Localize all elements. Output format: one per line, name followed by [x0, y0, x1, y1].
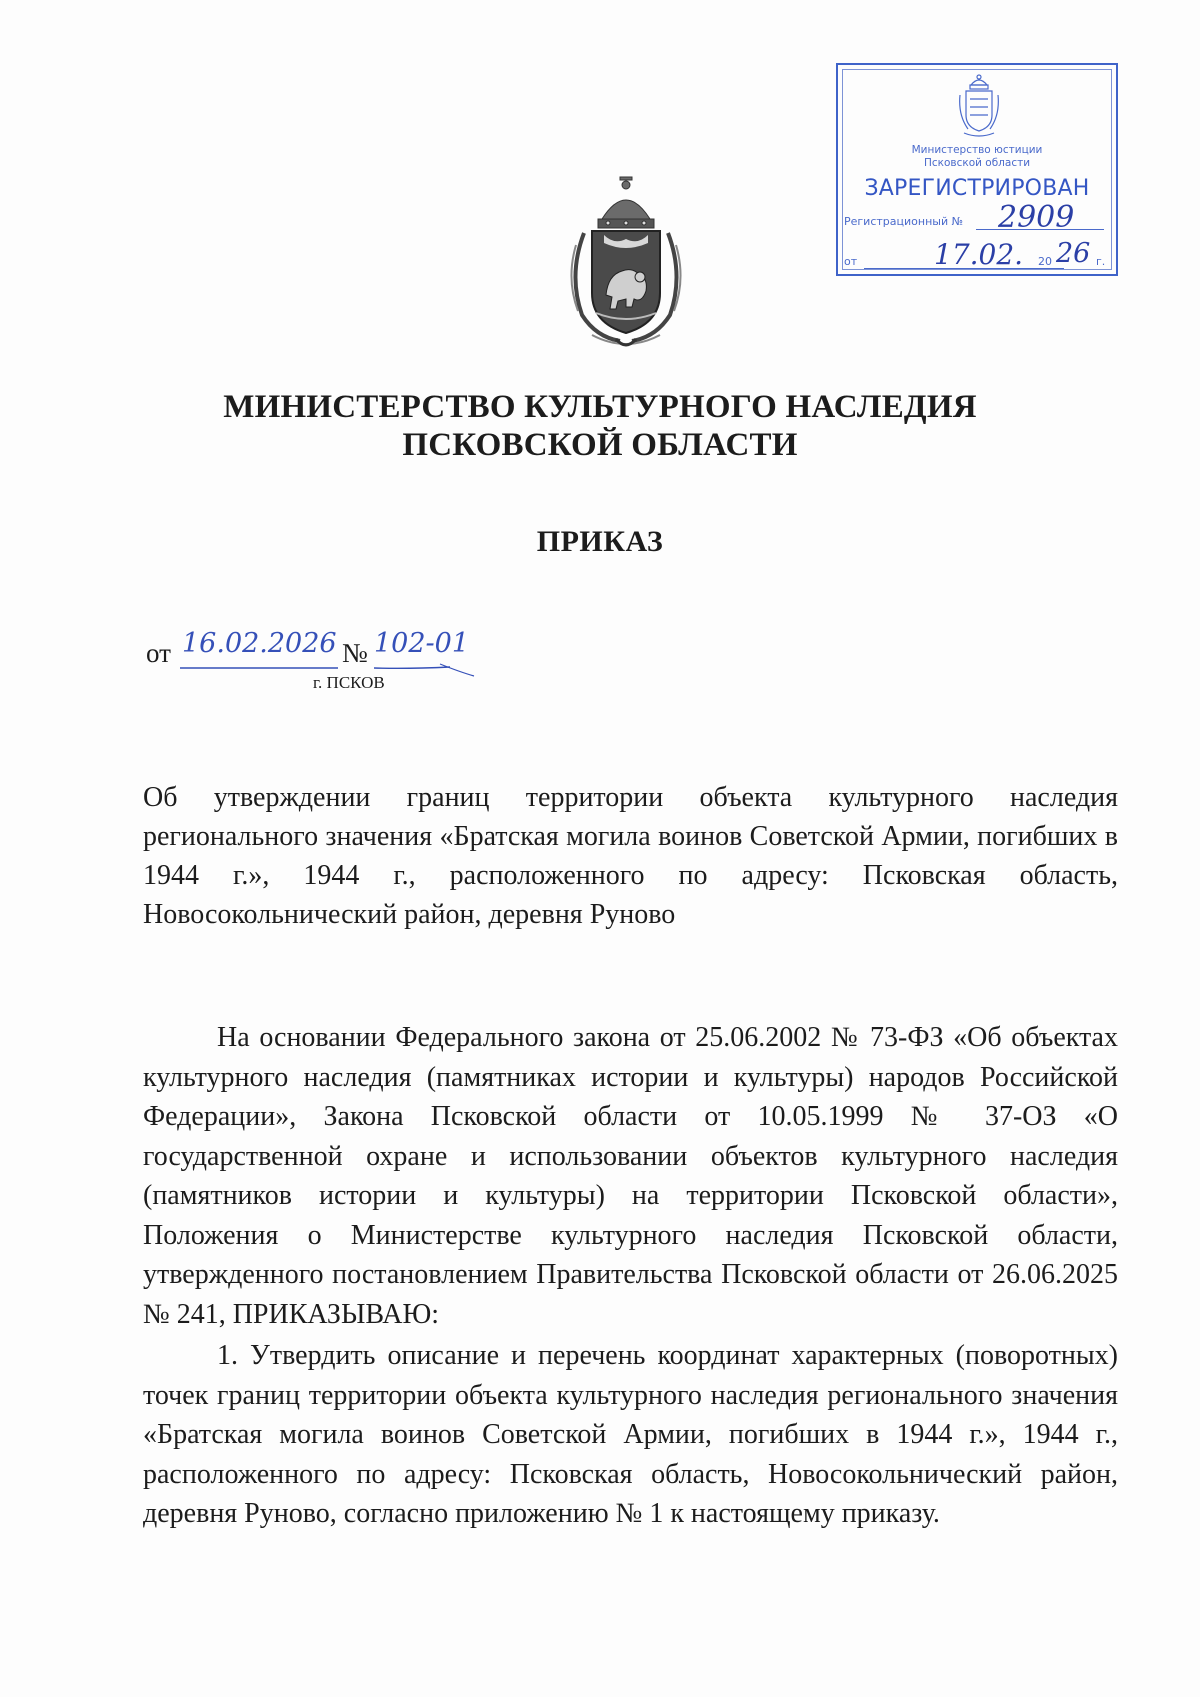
stamp-emblem-icon: [956, 71, 1002, 141]
pskov-coat-of-arms-icon: [562, 175, 690, 353]
document-type: ПРИКАЗ: [536, 525, 664, 558]
registration-stamp: [836, 63, 1118, 276]
stamp-year-prefix: 20: [1038, 255, 1052, 268]
order-item-1: 1. Утвердить описание и перечень координат характерных (поворотных) точек границ территории объекта культурного наследия регионального значения «Братская могила воинов Советской Армии, погибших в 1944 г.», 1944 г., расположенного по адресу: Псковская область, Новосокольнический район, деревня Руново, согласно приложению № 1 к настоящему приказу.: [143, 1340, 1118, 1529]
order-date-value: 16.02.2026: [182, 628, 337, 659]
order-subject: Об утверждении границ территории объекта культурного наследия регионального значения «Братская могила воинов Советской Армии, погибших в 1944 г.», 1944 г., расположенного по адресу: Псковская область, Новосокольнический район, деревня Руново: [143, 782, 1118, 930]
city-label: г. ПСКОВ: [313, 673, 385, 692]
stamp-date-prefix: от: [844, 255, 858, 268]
stamp-year-suffix: г.: [1096, 255, 1106, 268]
order-number-prefix: №: [342, 638, 368, 668]
order-preamble: На основании Федерального закона от 25.06.2002 № 73-ФЗ «Об объектах культурного наследия (памятниках истории и культуры) народов Российской Федерации», Закона Псковской области от 10.05.1999 № 37-ОЗ «О государственной охране и использовании объектов культурного наследия (памятников истории и культуры) на территории Псковской области», Положения о Министерстве культурного наследия Псковской области, утвержденного постановлением Правительства Псковской области от 26.06.2025 № 241, ПРИКАЗЫВАЮ:: [143, 1022, 1118, 1330]
stamp-year-value: 26: [1056, 238, 1091, 269]
stamp-ministry-line2: Псковской области: [923, 157, 1031, 169]
order-date-prefix: от: [146, 638, 171, 668]
stamp-status: ЗАРЕГИСТРИРОВАН: [864, 176, 1090, 201]
stamp-reg-number: 2909: [998, 200, 1075, 235]
ministry-title-line1: МИНИСТЕРСТВО КУЛЬТУРНОГО НАСЛЕДИЯ: [223, 389, 977, 425]
stamp-ministry-line1: Министерство юстиции: [911, 144, 1043, 156]
ministry-title-line2: ПСКОВСКОЙ ОБЛАСТИ: [402, 427, 798, 463]
order-number-value: 102-01: [374, 628, 470, 659]
stamp-date-value: 17.02.: [934, 238, 1024, 271]
stamp-reg-label: Регистрационный №: [844, 215, 964, 228]
